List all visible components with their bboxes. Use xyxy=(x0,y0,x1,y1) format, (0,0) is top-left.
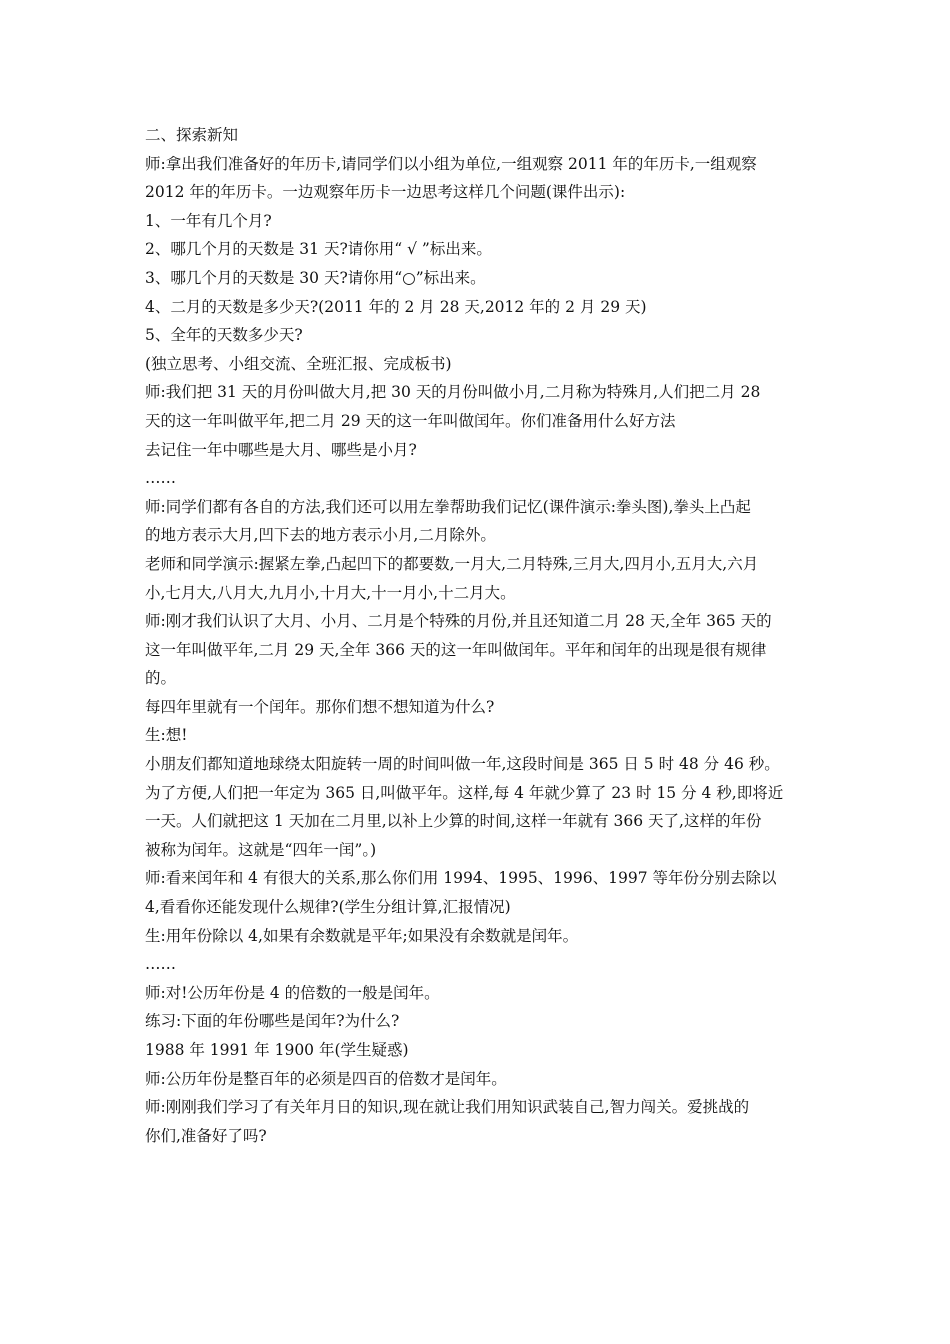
text-line: 小朋友们都知道地球绕太阳旋转一周的时间叫做一年,这段时间是 365 日 5 时 48 分 46 秒。 xyxy=(145,755,780,774)
ellipsis-line: …… xyxy=(145,955,176,974)
text-line: 天的这一年叫做平年,把二月 29 天的这一年叫做闰年。你们准备用什么好方法 xyxy=(145,411,676,430)
text-line: 师:看来闰年和 4 有很大的关系,那么你们用 1994、1995、1996、1997 等年份分别去除以 xyxy=(145,869,777,888)
text-line: 练习:下面的年份哪些是闰年?为什么? xyxy=(145,1012,400,1031)
text-line: 一天。人们就把这 1 天加在二月里,以补上少算的时间,这样一年就有 366 天了,这样的年份 xyxy=(145,812,762,831)
text-line: 的。 xyxy=(145,669,177,688)
text-line: 生:想! xyxy=(145,726,188,745)
text-line: 师:对!公历年份是 4 的倍数的一般是闰年。 xyxy=(145,983,440,1002)
document-body xyxy=(145,121,810,1150)
text-line: 老师和同学演示:握紧左拳,凸起凹下的都要数,一月大,二月特殊,三月大,四月小,五月大,六月 xyxy=(145,554,759,573)
text-line: 师:我们把 31 天的月份叫做大月,把 30 天的月份叫做小月,二月称为特殊月,人们把二月 28 xyxy=(145,383,761,402)
text-line: (独立思考、小组交流、全班汇报、完成板书) xyxy=(145,354,452,373)
text-line: 4,看看你还能发现什么规律?(学生分组计算,汇报情况) xyxy=(145,898,511,917)
text-line: 被称为闰年。这就是“四年一闰”。) xyxy=(145,840,377,859)
question-item: 2、哪几个月的天数是 31 天?请你用“ √ ”标出来。 xyxy=(145,240,492,259)
question-item: 5、全年的天数多少天? xyxy=(145,326,303,345)
text-line: 去记住一年中哪些是大月、哪些是小月? xyxy=(145,440,417,459)
text-line: 师:刚刚我们学习了有关年月日的知识,现在就让我们用知识武装自己,智力闯关。爱挑战的 xyxy=(145,1098,750,1117)
text-line: 生:用年份除以 4,如果有余数就是平年;如果没有余数就是闰年。 xyxy=(145,926,579,945)
question-item: 3、哪几个月的天数是 30 天?请你用“○”标出来。 xyxy=(145,268,486,287)
text-line: 1988 年 1991 年 1900 年(学生疑惑) xyxy=(145,1041,409,1059)
text-line: 你们,准备好了吗? xyxy=(145,1126,267,1145)
text-line: 这一年叫做平年,二月 29 天,全年 366 天的这一年叫做闰年。平年和闰年的出现是很有规律 xyxy=(145,640,767,659)
text-line: 小,七月大,八月大,九月小,十月大,十一月小,十二月大。 xyxy=(145,583,516,602)
text-line: 师:公历年份是整百年的必须是四百的倍数才是闰年。 xyxy=(145,1069,507,1088)
text-line: 师:同学们都有各自的方法,我们还可以用左拳帮助我们记忆(课件演示:拳头图),拳头上凸起 xyxy=(145,497,751,516)
question-item: 4、二月的天数是多少天?(2011 年的 2 月 28 天,2012 年的 2 月 29 天) xyxy=(145,297,647,316)
section-heading: 二、探索新知 xyxy=(145,126,239,144)
ellipsis-line: …… xyxy=(145,469,176,488)
text-line: 的地方表示大月,凹下去的地方表示小月,二月除外。 xyxy=(145,526,496,545)
text-line: 为了方便,人们把一年定为 365 日,叫做平年。这样,每 4 年就少算了 23 时 15 分 4 秒,即将近 xyxy=(145,783,784,802)
text-line: 2012 年的年历卡。一边观察年历卡一边思考这样几个问题(课件出示): xyxy=(145,183,626,202)
text-line: 师:刚才我们认识了大月、小月、二月是个特殊的月份,并且还知道二月 28 天,全年 365 天的 xyxy=(145,612,772,631)
question-item: 1、一年有几个月? xyxy=(145,211,272,230)
text-line: 师:拿出我们准备好的年历卡,请同学们以小组为单位,一组观察 2011 年的年历卡,一组观察 xyxy=(145,154,757,173)
text-line: 每四年里就有一个闰年。那你们想不想知道为什么? xyxy=(145,697,495,716)
